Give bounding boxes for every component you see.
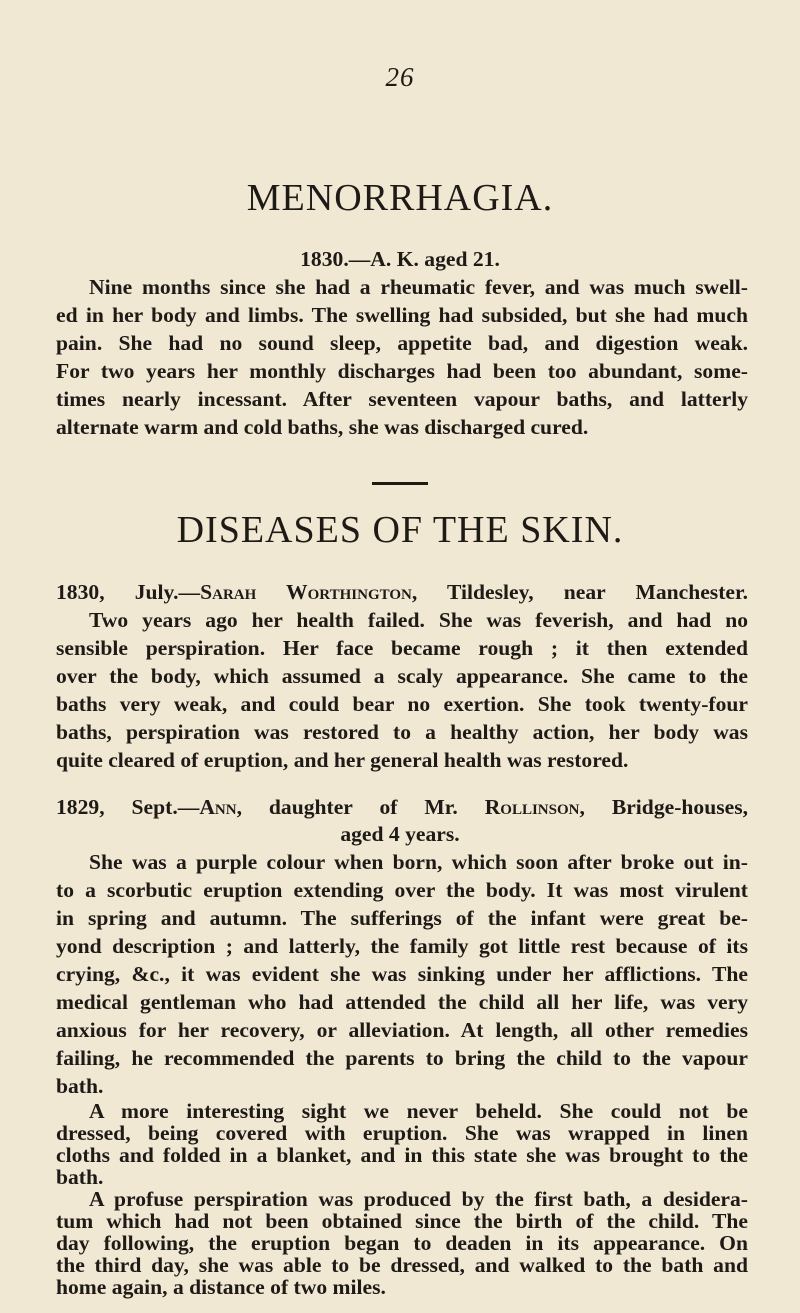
paragraph-line: A more interesting sight we never beheld. She could not be xyxy=(89,1099,748,1123)
paragraph-line: Nine months since she had a rheumatic fever, and was much swell- xyxy=(89,275,748,299)
paragraph-line: home again, a distance of two miles. xyxy=(56,1275,386,1299)
case-age: aged 4 years. xyxy=(340,822,460,846)
case-heading xyxy=(56,793,748,821)
paragraph-line: day following, the eruption began to deaden in its appearance. On xyxy=(56,1231,748,1255)
parent-name: Rollinson xyxy=(484,795,580,819)
paragraph-line: in spring and autumn. The sufferings of the infant were great be- xyxy=(56,906,748,930)
paragraph-line: to a scorbutic eruption extending over the body. It was most virulent xyxy=(56,878,748,902)
paragraph-line: over the body, which assumed a scaly appearance. She came to the xyxy=(56,664,748,688)
paragraph-line: times nearly incessant. After seventeen vapour baths, and latterly xyxy=(56,387,748,411)
paragraph-line: bath. xyxy=(56,1165,104,1189)
paragraph-line: baths very weak, and could bear no exertion. She took twenty-four xyxy=(56,692,748,716)
page-number: 26 xyxy=(385,62,415,92)
paragraph-line: She was a purple colour when born, which soon after broke out in- xyxy=(89,850,748,874)
section-title-menorrhagia: MENORRHAGIA. xyxy=(246,177,554,219)
paragraph-line: A profuse perspiration was produced by the first bath, a desidera- xyxy=(89,1187,748,1211)
paragraph-line: sensible perspiration. Her face became rough ; it then extended xyxy=(56,636,748,660)
paragraph-line: yond description ; and latterly, the family got little rest because of its xyxy=(56,934,748,958)
section-divider xyxy=(372,482,428,485)
paragraph-line: baths, perspiration was restored to a healthy action, her body was xyxy=(56,720,748,744)
paragraph-line: tum which had not been obtained since the birth of the child. The xyxy=(56,1209,748,1233)
paragraph-line: Two years ago her health failed. She was feverish, and had no xyxy=(89,608,748,632)
paragraph-line: quite cleared of eruption, and her general health was restored. xyxy=(56,748,629,772)
paragraph-line: cloths and folded in a blanket, and in this state she was brought to the xyxy=(56,1143,748,1167)
case-heading xyxy=(56,578,748,606)
paragraph-line: failing, he recommended the parents to bring the child to the vapour xyxy=(56,1046,748,1070)
case-relation: , daughter of Mr. xyxy=(236,795,485,819)
paragraph-line: anxious for her recovery, or alleviation. At length, all other remedies xyxy=(56,1018,748,1042)
case-heading: 1830.—A. K. aged 21. xyxy=(300,247,500,271)
paragraph-line: crying, &c., it was evident she was sinking under her afflictions. The xyxy=(56,962,748,986)
case-location: , Tildesley, near Manchester. xyxy=(411,580,748,604)
section-title-diseases-of-the-skin: DISEASES OF THE SKIN. xyxy=(176,509,624,551)
paragraph-line: ed in her body and limbs. The swelling had subsided, but she had much xyxy=(56,303,748,327)
case-date: 1830, July.— xyxy=(56,580,201,604)
patient-name: Sarah Worthington xyxy=(200,580,412,604)
paragraph-line: pain. She had no sound sleep, appetite bad, and digestion weak. xyxy=(56,331,748,355)
paragraph-line: the third day, she was able to be dressed, and walked to the bath and xyxy=(56,1253,748,1277)
paragraph-line: dressed, being covered with eruption. She was wrapped in linen xyxy=(56,1121,748,1145)
paragraph-line: bath. xyxy=(56,1074,104,1098)
paragraph-line: medical gentleman who had attended the child all her life, was very xyxy=(56,990,748,1014)
case-location: , Bridge-houses, xyxy=(579,795,748,819)
patient-name: Ann xyxy=(199,795,237,819)
case-date: 1829, Sept.— xyxy=(56,795,200,819)
paragraph-line: alternate warm and cold baths, she was discharged cured. xyxy=(56,415,589,439)
paragraph-line: For two years her monthly discharges had been too abundant, some- xyxy=(56,359,748,383)
